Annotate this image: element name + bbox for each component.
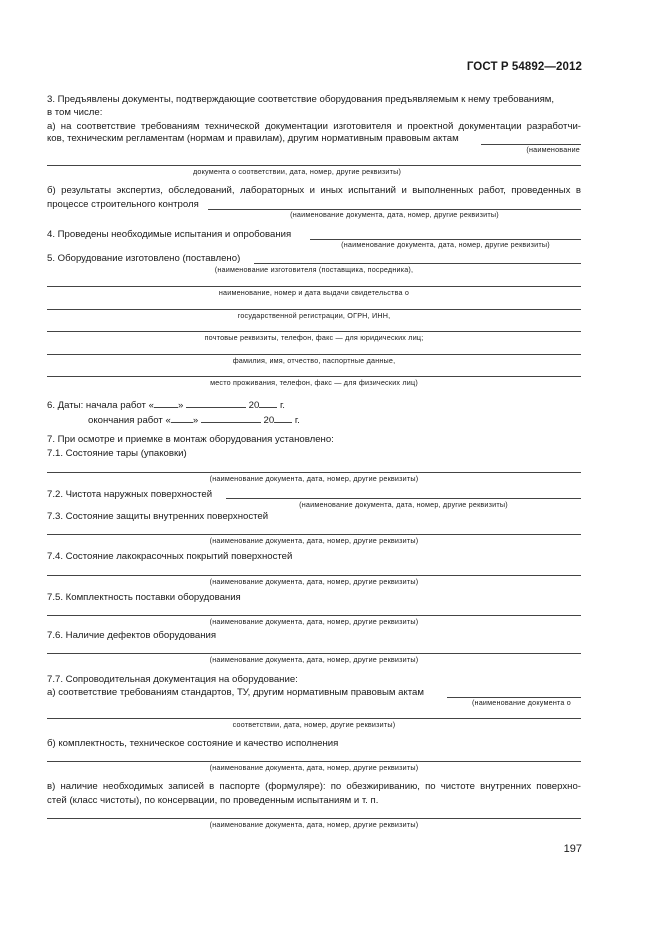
year-suffix: г. (294, 415, 300, 426)
s7-i7: 7.7. Сопроводительная документация на оборудование: (47, 674, 298, 685)
field-line[interactable] (47, 575, 581, 576)
field-caption: (наименование (526, 145, 580, 154)
year-prefix: 20 (263, 415, 275, 426)
field-caption: (наименование документа, дата, номер, другие реквизиты) (209, 820, 419, 829)
field-caption: фамилия, имя, отчество, паспортные данные, (232, 356, 396, 365)
year-suffix: г. (279, 400, 285, 411)
month-field[interactable] (201, 413, 261, 423)
s3-intro: в том числе: (47, 107, 103, 118)
field-line[interactable] (47, 472, 581, 473)
s3-b-line2: процессе строительного контроля (47, 199, 199, 210)
month-field[interactable] (186, 398, 246, 408)
field-line[interactable] (254, 263, 581, 264)
s7-i6: 7.6. Наличие дефектов оборудования (47, 630, 217, 641)
field-caption: (наименование документа, дата, номер, другие реквизиты) (209, 536, 419, 545)
day-field[interactable] (154, 398, 178, 408)
field-caption: (наименование документа, дата, номер, другие реквизиты) (209, 763, 419, 772)
page-number: 197 (563, 843, 582, 855)
standard-code: ГОСТ Р 54892—2012 (466, 61, 582, 73)
field-caption: (наименование документа, дата, номер, другие реквизиты) (290, 210, 499, 219)
field-line[interactable] (47, 309, 581, 310)
s7-i7b: б) комплектность, техническое состояние и качество исполнения (47, 738, 339, 749)
field-caption: (наименование документа о (471, 698, 571, 707)
s7-title: 7. При осмотре и приемке в монтаж оборудования установлено: (47, 434, 334, 445)
s7-i7a: а) соответствие требованиям стандартов, ТУ, другим нормативным правовым актам (47, 687, 424, 698)
s7-i2: 7.2. Чистота наружных поверхностей (47, 489, 213, 500)
field-caption: (наименование документа, дата, номер, другие реквизиты) (209, 474, 419, 483)
field-caption: наименование, номер и дата выдачи свидетельства о (218, 288, 410, 297)
s7-i4: 7.4. Состояние лакокрасочных покрытий поверхностей (47, 551, 293, 562)
field-line[interactable] (47, 615, 581, 616)
s7-i7c-line1: в) наличие необходимых записей в паспорте (формуляре): по обезжириванию, по чистоте внутренних поверхно- (47, 781, 581, 792)
field-line[interactable] (226, 498, 581, 499)
s5-text: 5. Оборудование изготовлено (поставлено) (47, 253, 241, 264)
field-line[interactable] (47, 718, 581, 719)
field-caption: (наименование документа, дата, номер, другие реквизиты) (299, 500, 508, 509)
quote: » (177, 400, 184, 411)
field-caption: место проживания, телефон, факс — для физических лиц) (210, 378, 418, 387)
field-caption: (наименование документа, дата, номер, другие реквизиты) (209, 617, 419, 626)
field-line[interactable] (47, 818, 581, 819)
field-line[interactable] (47, 376, 581, 377)
field-line[interactable] (47, 286, 581, 287)
s6-start-label: 6. Даты: начала работ « (47, 400, 154, 411)
field-caption: (наименование документа, дата, номер, другие реквизиты) (209, 655, 419, 664)
field-caption: государственной регистрации, ОГРН, ИНН, (237, 311, 391, 320)
field-line[interactable] (47, 761, 581, 762)
s3-b-line1: б) результаты экспертиз, обследований, лабораторных и иных испытаний и выполненных работ, проведенных в (47, 185, 581, 196)
field-line[interactable] (47, 165, 581, 166)
field-caption: соответствии, дата, номер, другие реквизиты) (232, 720, 396, 729)
s3-a-line2: ков, техническим регламентам (нормам и правилам), другим нормативным правовым актам (47, 133, 459, 144)
s6-start (47, 398, 581, 412)
field-line[interactable] (47, 534, 581, 535)
s3-a-line1: а) на соответствие требованиям технической документации изготовителя и проектной документации разработчи- (47, 121, 581, 132)
field-caption: документа о соответствии, дата, номер, другие реквизиты) (193, 167, 402, 176)
s3-title: 3. Предъявлены документы, подтверждающие соответствие оборудования предъявляемым к нему требованиям, (47, 94, 555, 105)
s6-end-label: окончания работ « (88, 415, 171, 426)
s7-i7c-line2: стей (класс чистоты), по консервации, по проведенным испытаниям и т. п. (47, 795, 379, 806)
s7-i5: 7.5. Комплектность поставки оборудования (47, 592, 241, 603)
s6-end (88, 413, 578, 427)
field-line[interactable] (47, 653, 581, 654)
field-caption: (наименование изготовителя (поставщика, посредника), (214, 265, 414, 274)
field-caption: (наименование документа, дата, номер, другие реквизиты) (341, 240, 550, 249)
year-prefix: 20 (248, 400, 260, 411)
quote: » (192, 415, 199, 426)
field-line[interactable] (47, 354, 581, 355)
s7-i3: 7.3. Состояние защиты внутренних поверхностей (47, 511, 269, 522)
field-caption: (наименование документа, дата, номер, другие реквизиты) (209, 577, 419, 586)
year-field[interactable] (274, 413, 292, 423)
s7-i1: 7.1. Состояние тары (упаковки) (47, 448, 187, 459)
day-field[interactable] (171, 413, 193, 423)
s4-text: 4. Проведены необходимые испытания и опробования (47, 229, 292, 240)
field-line[interactable] (47, 331, 581, 332)
field-caption: почтовые реквизиты, телефон, факс — для юридических лиц; (204, 333, 424, 342)
year-field[interactable] (259, 398, 277, 408)
